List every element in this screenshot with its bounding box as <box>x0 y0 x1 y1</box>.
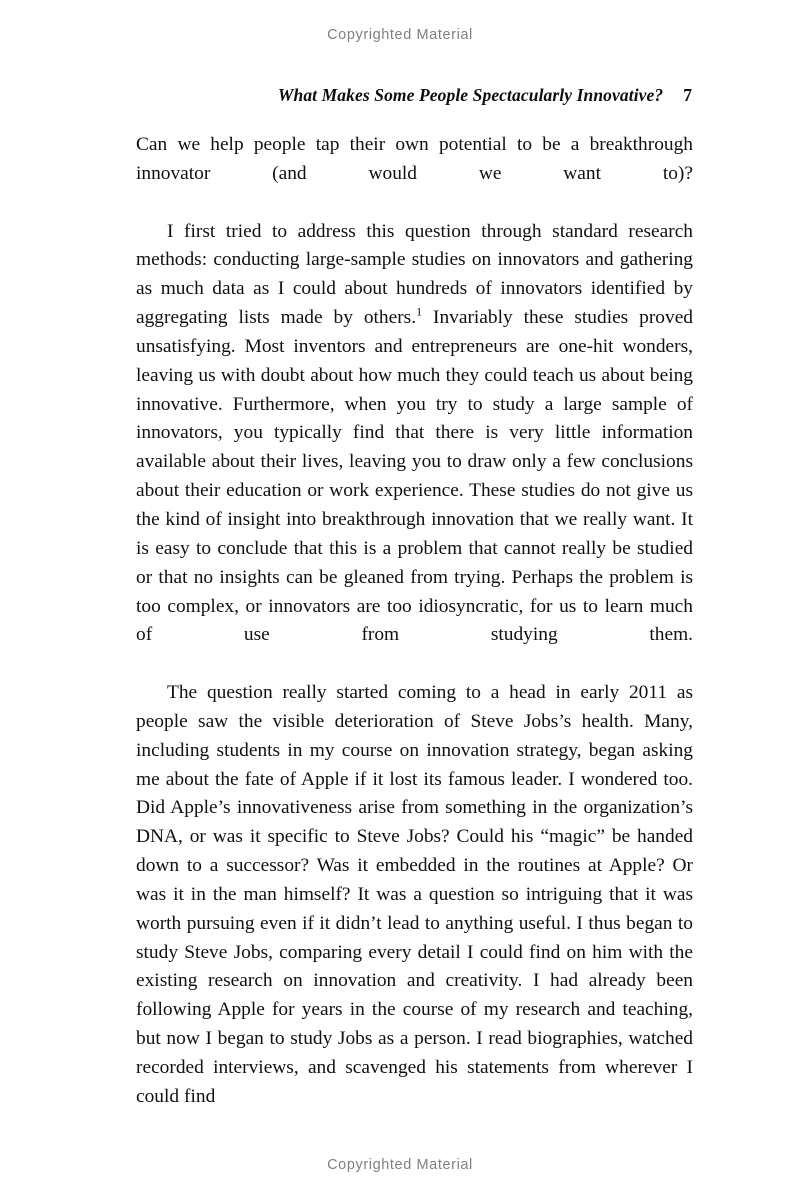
running-head-title: What Makes Some People Spectacularly Innovative? <box>277 85 664 105</box>
copyright-watermark-bottom: Copyrighted Material <box>327 1157 473 1173</box>
copyright-watermark-top: Copyrighted Material <box>327 27 473 43</box>
page-number: 7 <box>683 85 692 105</box>
running-head <box>136 85 692 106</box>
paragraph-2-text-before-footnote: I first tried to address this question through standard research methods: conducting large-sample studies on innovators and gathering as much data as I could about hundreds of innovators identified by aggregating lists made by others. <box>136 220 693 329</box>
paragraph-2-text-after-footnote: Invariably these studies proved unsatisfying. Most inventors and entrepreneurs are one-hit wonders, leaving us with doubt about how much they could teach us about being innovative. Furthermore, when you try to study a large sample of innovators, you typically find that there is very little information available about their lives, leaving you to draw only a few conclusions about their education or work experience. These studies do not give us the kind of insight into breakthrough innovation that we really want. It is easy to conclude that this is a problem that cannot really be studied or that no insights can be gleaned from trying. Perhaps the problem is too complex, or innovators are too idiosyncratic, for us to learn much of use from studying them. <box>136 307 693 646</box>
paragraph-1: Can we help people tap their own potential to be a breakthrough innovator (and would we want to)? <box>136 134 693 184</box>
paragraph-2 <box>136 218 693 680</box>
footnote-marker[interactable]: 1 <box>416 304 423 319</box>
body-text-block <box>136 131 693 1112</box>
paragraph-3: The question really started coming to a head in early 2011 as people saw the visible deterioration of Steve Jobs’s health. Many, including students in my course on innovation strategy, began asking me about the fate of Apple if it lost its famous leader. I wondered too. Did Apple’s innovativeness arise from something in the organization’s DNA, or was it specific to Steve Jobs? Could his “magic” be handed down to a successor? Was it embedded in the routines at Apple? Or was it in the man himself? It was a question so intriguing that it was worth pursuing even if it didn’t lead to anything useful. I thus began to study Steve Jobs, comparing every detail I could find on him with the existing research on innovation and creativity. I had already been following Apple for years in the course of my research and teaching, but now I began to study Jobs as a person. I read biographies, watched recorded interviews, and scavenged his statements from wherever I could find <box>136 682 693 1107</box>
